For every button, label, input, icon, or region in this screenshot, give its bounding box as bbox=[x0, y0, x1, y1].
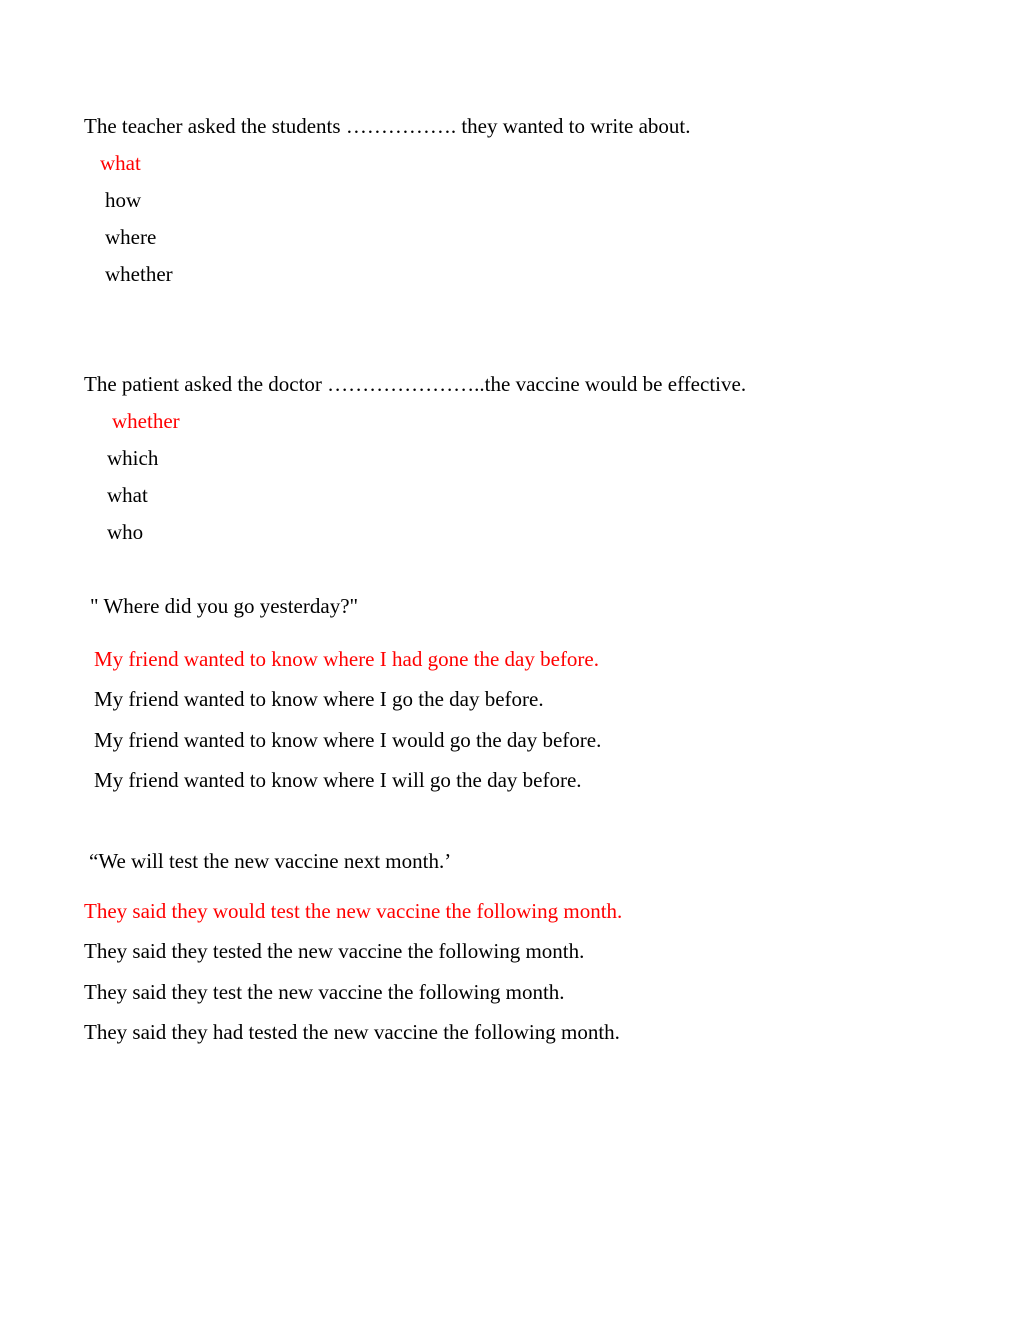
question-3-option-3: My friend wanted to know where I would go the day before. bbox=[94, 728, 602, 752]
question-3-prompt: " Where did you go yesterday?" bbox=[90, 594, 359, 618]
question-1-option-1-correct: what bbox=[100, 151, 141, 175]
question-1-option-3: where bbox=[105, 225, 157, 249]
question-2-prompt: The patient asked the doctor …………………..the vaccine would be effective. bbox=[84, 372, 747, 396]
question-3-option-2: My friend wanted to know where I go the day before. bbox=[94, 687, 544, 711]
question-2-option-4: who bbox=[107, 520, 144, 544]
question-1-option-4: whether bbox=[105, 262, 173, 286]
question-2-option-2: which bbox=[107, 446, 159, 470]
question-1-option-2: how bbox=[105, 188, 142, 212]
question-2-option-1-correct: whether bbox=[112, 409, 180, 433]
question-2-option-3: what bbox=[107, 483, 148, 507]
question-1-prompt: The teacher asked the students ……………. they wanted to write about. bbox=[84, 114, 691, 138]
question-4-option-1-correct: They said they would test the new vaccine the following month. bbox=[84, 899, 623, 923]
question-4-option-4: They said they had tested the new vaccine the following month. bbox=[84, 1020, 620, 1044]
question-3-option-1-correct: My friend wanted to know where I had gone the day before. bbox=[94, 647, 599, 671]
question-4-prompt: “We will test the new vaccine next month.’ bbox=[89, 849, 452, 873]
question-3-option-4: My friend wanted to know where I will go the day before. bbox=[94, 768, 582, 792]
question-4-option-2: They said they tested the new vaccine the following month. bbox=[84, 939, 585, 963]
question-4-option-3: They said they test the new vaccine the following month. bbox=[84, 980, 565, 1004]
